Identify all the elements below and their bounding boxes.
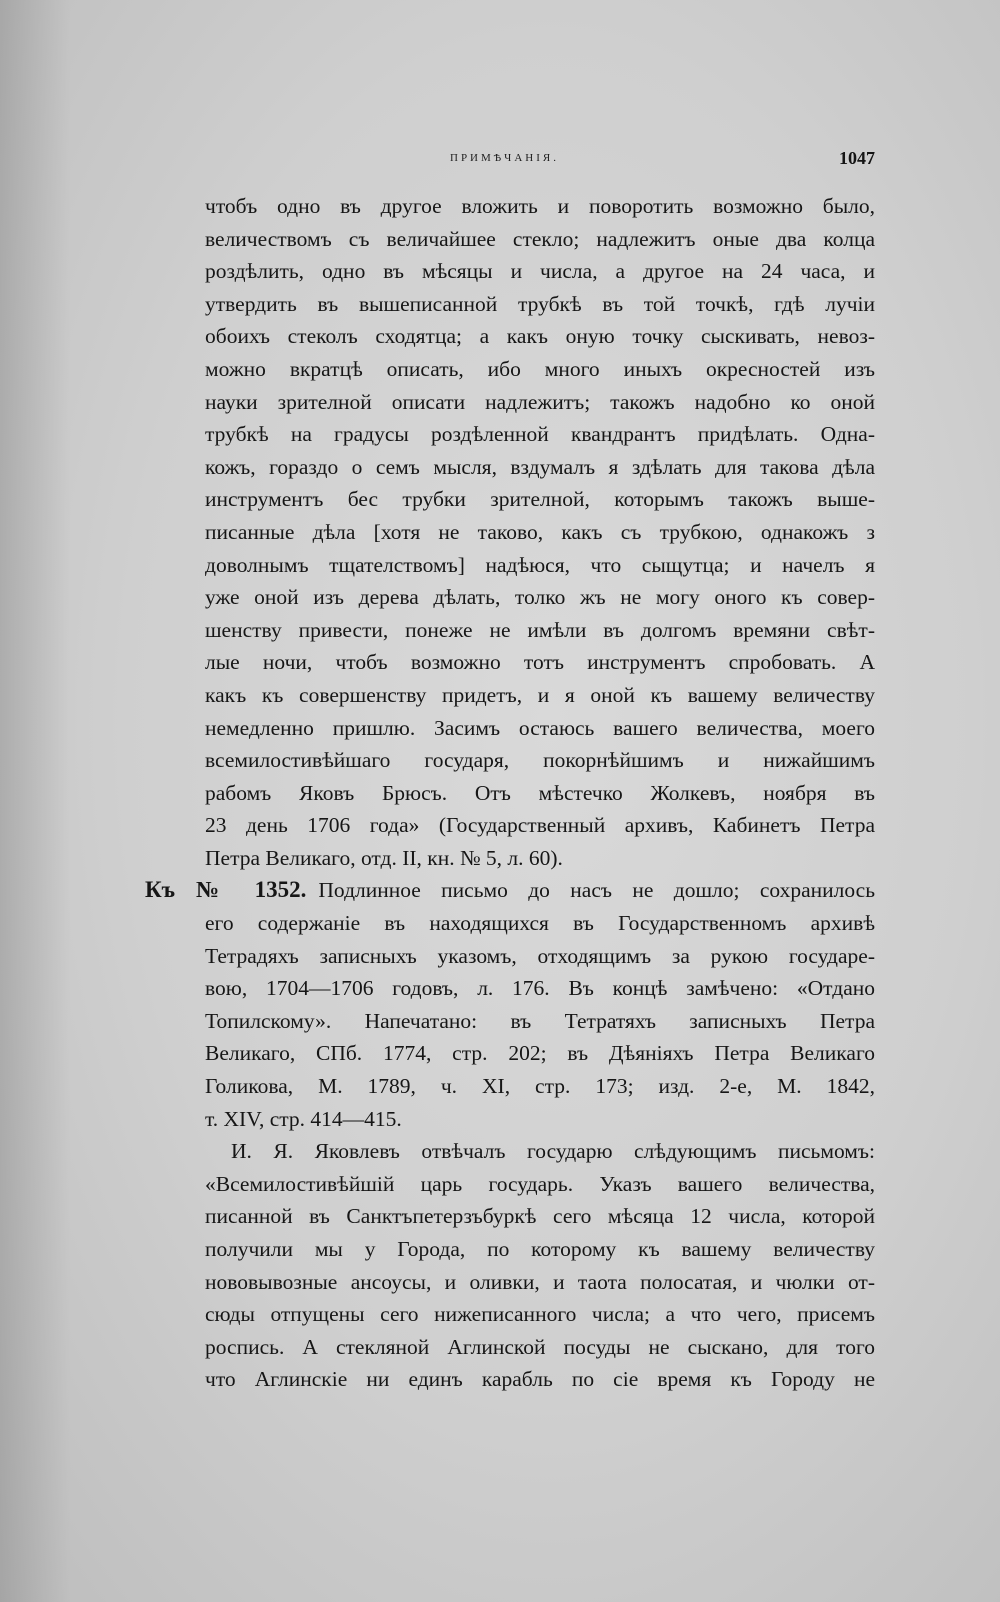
text-line: И. Я. Яковлевъ отвѣчалъ государю слѣдующимъ письмомъ:	[231, 1139, 875, 1164]
note-label: Къ № 1352.	[145, 877, 307, 903]
text-line: можно вкратцѣ описать, ибо много иныхъ окресностей изъ	[205, 356, 875, 381]
text-line: Тетрадяхъ записныхъ указомъ, отходящимъ за рукою государе-	[205, 943, 875, 968]
running-head: ПРИМѢЧАНІЯ.	[450, 152, 559, 164]
text-line: какъ къ совершенству придетъ, и я оной къ вашему величеству	[205, 682, 875, 707]
text-line: его содержаніе въ находящихся въ Государственномъ архивѣ	[205, 911, 875, 936]
text-line: т. XIV, стр. 414—415.	[205, 1106, 402, 1131]
text-line: нововывозные ансоусы, и оливки, и таота полосатая, и чюлки от-	[205, 1269, 875, 1294]
text-line: утвердить въ вышеписанной трубкѣ въ той точкѣ, гдѣ лучіи	[205, 291, 875, 316]
text-line: вою, 1704—1706 годовъ, л. 176. Въ концѣ замѣчено: «Отдано	[205, 976, 875, 1001]
text-line: Петра Великаго, отд. II, кн. № 5, л. 60).	[205, 845, 563, 870]
note-first-line	[145, 874, 875, 907]
note-1352	[145, 874, 875, 1135]
letter-continuation	[205, 190, 875, 874]
page-header	[205, 148, 875, 172]
text-line: писанной въ Санктъпетерзъбуркѣ сего мѣсяца 12 числа, которой	[205, 1204, 875, 1229]
text-line: роздѣлить, одно въ мѣсяцы и числа, а другое на 24 часа, и	[205, 259, 875, 284]
text-line: всемилостивѣйшаго государя, покорнѣйшимъ и нижайшимъ	[205, 748, 875, 773]
body-text	[145, 190, 875, 1396]
text-line: кожъ, гораздо о семъ мысля, вздумалъ я здѣлать для такова дѣла	[205, 454, 875, 479]
text-line: 23 день 1706 года» (Государственный архивъ, Кабинетъ Петра	[205, 813, 875, 838]
text-line: рабомъ Яковъ Брюсъ. Отъ мѣстечко Жолкевъ, ноября въ	[205, 780, 875, 805]
text-line: что Аглинскіе ни единъ карабль по сіе время къ Городу не	[205, 1367, 875, 1392]
text-line: доволнымъ тщателствомъ] надѣюся, что сыщутца; и начелъ я	[205, 552, 875, 577]
text-line: Голикова, М. 1789, ч. XI, стр. 173; изд. 2-е, М. 1842,	[205, 1074, 875, 1099]
text-line: величествомъ съ величайшее стекло; надлежитъ оные два колца	[205, 226, 875, 251]
text-line: сюды отпущены сего нижеписанного числа; а что чего, присемъ	[205, 1302, 875, 1327]
text-line: лые ночи, чтобъ возможно тотъ инструментъ спробовать. А	[205, 650, 875, 675]
text-line: обоихъ стеколъ сходятца; а какъ оную точку сыскивать, невоз-	[205, 324, 875, 349]
text-line: роспись. А стекляной Аглинской посуды не сыскано, для того	[205, 1334, 875, 1359]
letter-paragraph	[205, 1135, 875, 1396]
text-line: инструментъ бес трубки зрителной, которымъ такожъ выше-	[205, 487, 875, 512]
gutter-shadow	[0, 0, 70, 1602]
text-line: трубкѣ на градусы роздѣленной квандрантъ придѣлать. Одна-	[205, 422, 875, 447]
text-line: Великаго, СПб. 1774, стр. 202; въ Дѣяніяхъ Петра Великаго	[205, 1041, 875, 1066]
text-line: Топилскому». Напечатано: въ Тетратяхъ записныхъ Петра	[205, 1008, 875, 1033]
text-line: немедленно пришлю. Засимъ остаюсь вашего величества, моего	[205, 715, 875, 740]
text-line: шенству привести, понеже не имѣли въ долгомъ времяни свѣт-	[205, 617, 875, 642]
text-line: «Всемилостивѣйшій царь государь. Указъ вашего величества,	[205, 1171, 875, 1196]
text-line: писанные дѣла [хотя не таково, какъ съ трубкою, однакожъ з	[205, 519, 875, 544]
text-line: уже оной изъ дерева дѣлать, толко жъ не могу оного къ совер-	[205, 585, 875, 610]
text-line: чтобъ одно въ другое вложить и поворотить возможно было,	[205, 194, 875, 218]
note-first-text: Подлинное письмо до насъ не дошло; сохранилось	[318, 878, 875, 903]
text-line: получили мы у Города, по которому къ вашему величеству	[205, 1237, 875, 1261]
page-number: 1047	[839, 148, 875, 168]
text-line: науки зрителной описати надлежитъ; такожъ надобно ко оной	[205, 389, 875, 414]
